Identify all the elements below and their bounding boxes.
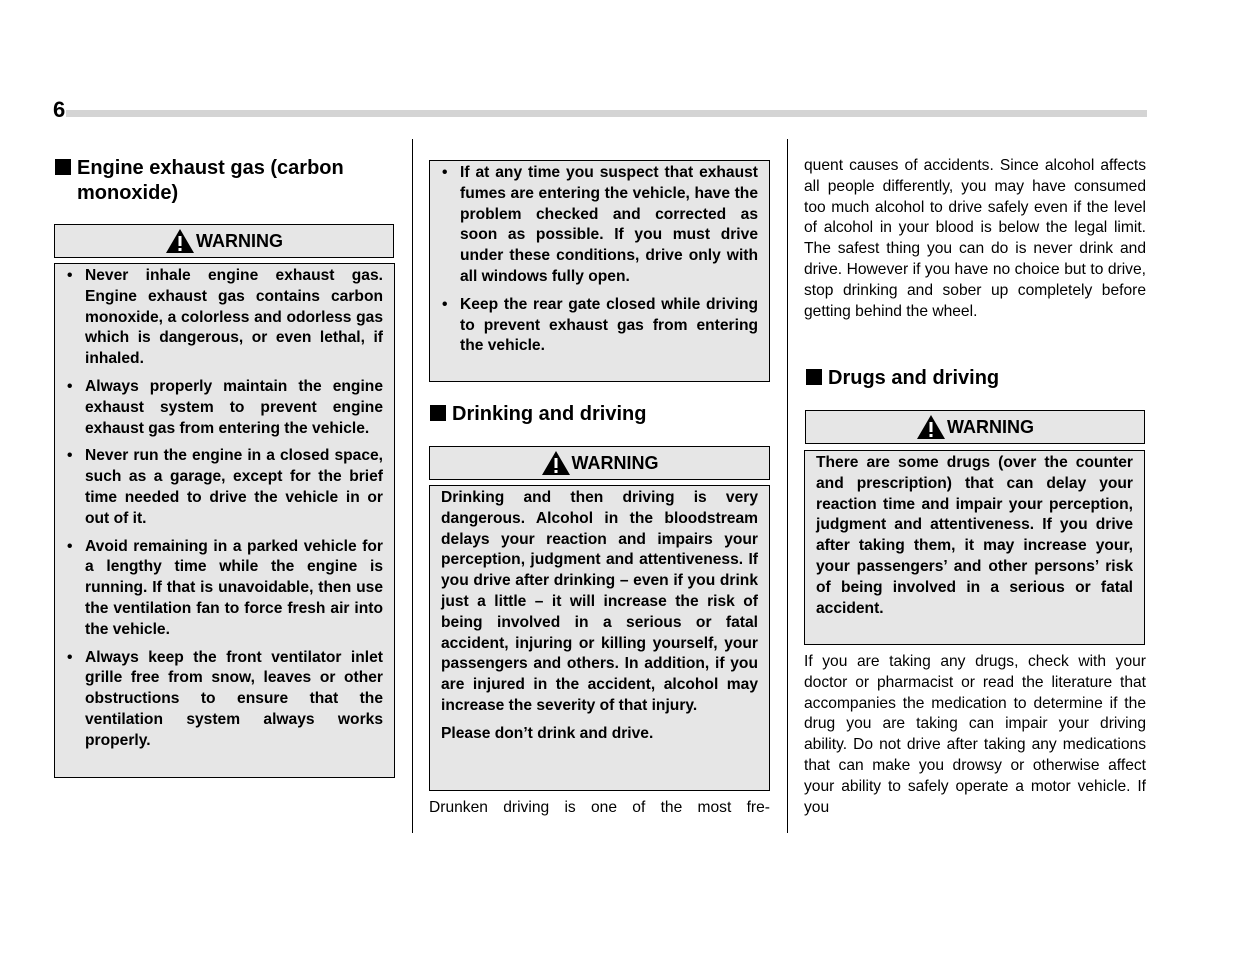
- header-rule: [66, 110, 1147, 117]
- warning-label: WARNING: [947, 416, 1034, 437]
- section-square-icon: [55, 159, 71, 175]
- list-item: • Keep the rear gate closed while driving to prevent exhaust gas from entering the vehicle.: [441, 295, 758, 357]
- column-divider-1: [412, 139, 413, 833]
- warning-header-drinking: [429, 446, 770, 480]
- warning-label: WARNING: [196, 230, 283, 251]
- page-number: 6: [53, 97, 66, 122]
- heading-text: Drugs and driving: [828, 367, 1000, 389]
- warning-box-exhaust: [54, 263, 395, 778]
- body-drunken-driving-continued: quent causes of accidents. Since alcohol affects all people differently, you may have consumed too much alcohol to drive safely even if the level of alcohol in your blood is below the legal limit. The safest thing you can do is never drink and drive. However if you have no choice but to drive, stop drinking and sober up completely before getting behind the wheel.: [804, 157, 1146, 320]
- heading-line-2: monoxide): [77, 182, 179, 204]
- warning-text-drugs: There are some drugs (over the counter and prescription) that can delay your reaction time and impair your perception, judgment and attentiveness. If you drive after taking them, it may increase your, your passengers’ and other persons’ risk of being involved in a serious or fatal accident.: [816, 454, 1133, 617]
- heading-drinking-driving: [430, 402, 770, 427]
- warning-triangle-icon: [541, 450, 571, 476]
- warning-box-drugs: [804, 450, 1145, 645]
- body-drugs-driving: If you are taking any drugs, check with your doctor or pharmacist or read the literature that accompanies the medication to determine if the drug you are taking can impair your driving ability. Do not drive after taking any medications that can make you drowsy or otherwise affect your ability to safely operate a motor vehicle. If you: [804, 653, 1146, 816]
- heading-drugs-driving: [806, 366, 1146, 391]
- warning-list-continued: [441, 163, 758, 357]
- warning-triangle-icon: [916, 414, 946, 440]
- warning-triangle-icon: [165, 228, 195, 254]
- body-drunken-driving: Drunken driving is one of the most fre-: [429, 799, 770, 816]
- warning-box-drinking: [429, 485, 770, 791]
- section-square-icon: [806, 369, 822, 385]
- list-item: • If at any time you suspect that exhaust fumes are entering the vehicle, have the problem checked and corrected as soon as possible. If you must drive under these conditions, drive only with all windows fully open.: [441, 163, 758, 288]
- list-item: • Always properly maintain the engine exhaust system to prevent engine exhaust gas from entering the vehicle.: [66, 377, 383, 439]
- warning-header-drugs: [805, 410, 1145, 444]
- warning-label: WARNING: [571, 452, 659, 473]
- heading-engine-exhaust: [55, 156, 395, 206]
- warning-closing: Please don’t drink and drive.: [441, 724, 654, 742]
- warning-header-exhaust: [54, 224, 394, 258]
- heading-line-1: Engine exhaust gas (carbon: [77, 157, 344, 179]
- warning-list-exhaust: [66, 266, 383, 752]
- list-item: • Never run the engine in a closed space, such as a garage, except for the brief time needed to drive the vehicle in or out of it.: [66, 446, 383, 529]
- list-item: • Avoid remaining in a parked vehicle for a lengthy time while the engine is running. If that is unavoidable, then use the ventilation fan to force fresh air into the vehicle.: [66, 537, 383, 641]
- section-square-icon: [430, 405, 446, 421]
- list-item: • Never inhale engine exhaust gas. Engine exhaust gas contains carbon monoxide, a colorless and odorless gas which is dangerous, or even lethal, if inhaled.: [66, 266, 383, 370]
- column-divider-2: [787, 139, 788, 833]
- warning-box-exhaust-continued: [429, 160, 770, 382]
- warning-text-drinking: Drinking and then driving is very dangerous. Alcohol in the bloodstream delays your reaction and impairs your perception, judgment and attentiveness. If you drive after drinking – even if you drink just a little – it will increase the risk of being involved in a serious or fatal accident, injuring or killing yourself, your passengers and others. In addition, if you are injured in the accident, alcohol may increase the severity of that injury.: [441, 489, 758, 714]
- heading-text: Drinking and driving: [452, 403, 647, 425]
- list-item: • Always keep the front ventilator inlet grille free from snow, leaves or other obstructions to ensure that the ventilation system always works properly.: [66, 648, 383, 752]
